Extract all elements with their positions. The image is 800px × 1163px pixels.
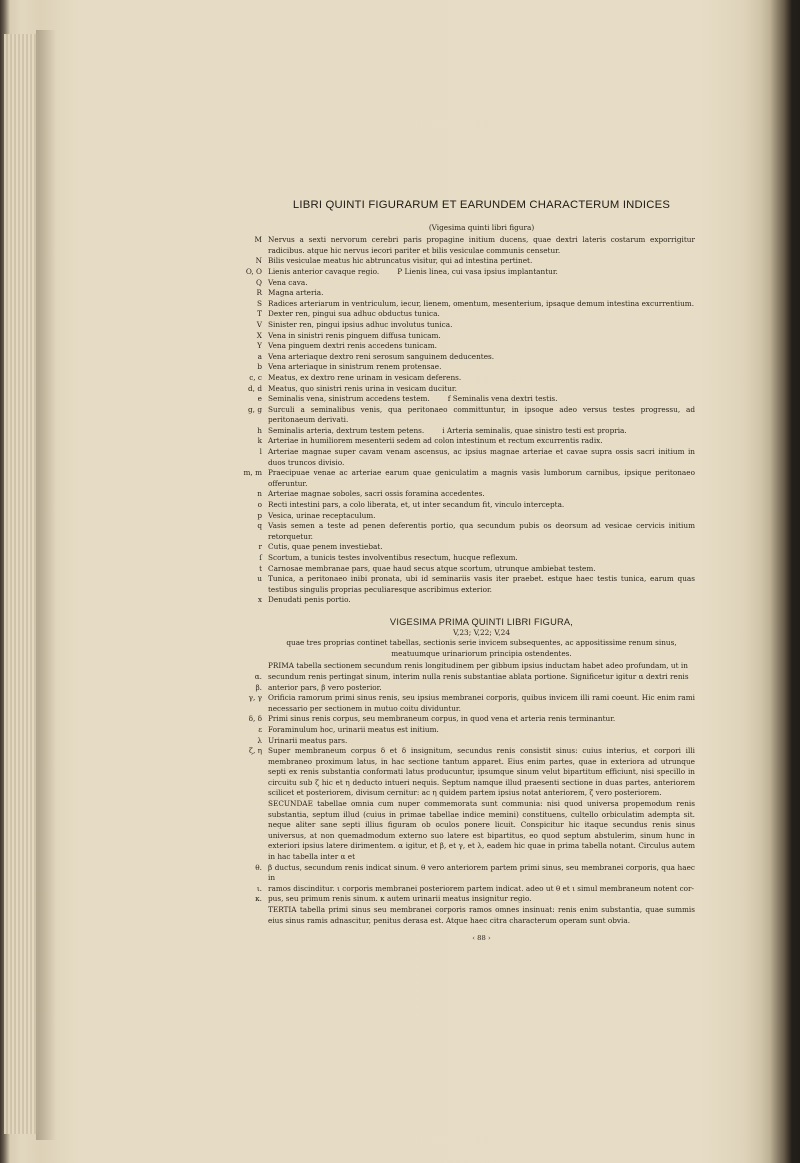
entry-text: Sinister ren, pingui ipsius adhuc involutus tunica. (268, 319, 453, 329)
entry-label: S (257, 298, 262, 308)
gutter-shadow (36, 30, 56, 1140)
index-entry (256, 319, 695, 331)
entry-label: δ, δ (248, 714, 262, 724)
entry-label: λ (257, 735, 262, 745)
entry-label: Y (257, 341, 262, 351)
paragraph (268, 799, 695, 863)
paragraph (256, 883, 695, 895)
entry-text: Vasis semen a teste ad penen deferentis portio, qua secundum pubis os deorsum ad vesicae cervicis initium retorquetur. (268, 521, 695, 541)
paragraph (249, 746, 695, 799)
index-entry (257, 574, 695, 595)
entry-text: Arteriae magnae super cavam venam ascensus, ac ipsius magnae arteriae et cavae supra ossis sacri initium in duos truncos divisio. (268, 447, 695, 467)
index-entry (257, 521, 695, 542)
entry-label: R (256, 288, 262, 298)
entry-text: Denudati penis portio. (268, 595, 351, 605)
entry-text: Meatus, ex dextro rene urinam in vesicam deferens. (268, 372, 462, 382)
index-entry (257, 394, 695, 405)
page-title: LIBRI QUINTI FIGURARUM ET EARUNDEM CHARACTERUM INDICES (292, 199, 671, 211)
entry-label: α. (254, 671, 262, 681)
entry-text: Seminalis arteria, dextrum testem petens. (268, 425, 425, 435)
entry-label: κ. (255, 894, 262, 904)
entry-label: g, g (248, 404, 262, 414)
entry-label: N (255, 256, 262, 266)
entry-label: t (259, 563, 262, 573)
entry-label: u (257, 574, 262, 584)
paragraph (255, 682, 695, 694)
entry-text-secondary: f Seminalis vena dextri testis. (447, 394, 558, 404)
index-entry (257, 351, 695, 363)
entry-label: O, O (245, 266, 262, 276)
entry-label: T (257, 309, 262, 319)
entry-label: k (257, 436, 262, 446)
entry-label: m, m (243, 468, 262, 478)
index-entry (257, 309, 695, 320)
index-entry (257, 595, 695, 606)
entry-label: ζ, η (249, 746, 262, 756)
entry-text: Tunica, a peritonaeo inibi pronata, ubi id seminariis vasis iter praebet. estque haec testis tunica, earum quas testibus singulis proprias peculiaresque ascribimus exterior. (268, 574, 695, 594)
text-block (243, 199, 695, 944)
section-paragraphs (248, 661, 695, 926)
index-entry (259, 447, 695, 468)
entry-text: PRIMA tabella sectionem secundum renis longitudinem per gibbum ipsius inductam habet adeo profundam, ut in (268, 661, 688, 671)
entry-text-secondary: i Arteria seminalis, quae sinistro testi est propria. (442, 425, 627, 435)
index-entry (248, 404, 695, 426)
entry-text-secondary: P Lienis linea, cui vasa ipsius implantantur. (397, 266, 558, 276)
entry-text: Orificia ramorum primi sinus renis, seu ipsius membranei corporis, quibus invicem illi rami coeunt. Hic enim rami necessario per sectionem in mutuo coitu dividuntur. (268, 693, 695, 713)
page-edges (4, 34, 38, 1134)
index-entry (259, 563, 695, 575)
entry-text: Dexter ren, pingui sua adhuc obductus tunica. (268, 309, 440, 319)
entry-text: Surculi a seminalibus venis, qua peritonaeo committuntur, in ipsoque adeo versus testes progressu, ad peritonaeum derivati. (268, 404, 695, 425)
entry-text: Recti intestini pars, a colo liberata, et, ut inter secandum fit, vinculo intercepta. (268, 500, 565, 510)
entry-text: Scortum, a tunicis testes involventibus resectum, hucque reflexum. (268, 553, 518, 562)
entry-text: Lienis anterior cavaque regio. (268, 266, 380, 276)
page-number: ‹ 88 › (472, 934, 491, 943)
entry-text: Radices arteriarum in ventriculum, iecur, lienem, omentum, mesenterium, ipsaque demum intestina excurrentium. (268, 298, 695, 308)
entry-text: β ductus, secundum renis indicat sinum. θ vero anteriorem partem primi sinus, seu membranei corporis, qua haec in (268, 862, 695, 883)
index-entry (257, 500, 695, 511)
index-entry (254, 235, 695, 256)
entry-text: Primi sinus renis corpus, seu membraneum corpus, in quod vena et arteria renis terminantur. (268, 714, 616, 724)
entry-label: Q (256, 277, 262, 287)
index-entry (256, 330, 695, 342)
section-references: V,23; V,22; V,24 (452, 627, 511, 637)
entry-text: Urinarii meatus pars. (268, 735, 348, 745)
entry-label: h (257, 425, 262, 435)
entry-text: Foraminulum hoc, urinarii meatus est initium. (268, 724, 439, 734)
entry-text: Magna arteria. (268, 288, 324, 298)
entry-label: a (257, 351, 262, 361)
figure-subtitle: (Vigesima quinti libri figura) (428, 222, 535, 232)
entry-text: SECUNDAE tabellae omnia cum nuper commemorata sunt communia: nisi quod universa propemodum renis substantia, septum illud (cuius in primae tabellae indice memini) constituens, cultello orbiculatim adempta sit. neque aliter sane septi illius figuram ob oculos ponere licuit. Conspicitur hic itaque secundus renis sinus universus, at non quemadmodum externo suo latere est bipartitus, eo quod septum abstulerim, sinum hunc in exteriori ipsius latere dirimentem. α igitur, et β, et γ, et λ, eadem hic quae in prima tabella notant. Circulus autem in hac tabella inter α et (268, 799, 695, 862)
entry-label: l (259, 447, 262, 457)
entry-label: b (257, 362, 262, 372)
entry-text: Meatus, quo sinistri renis urina in vesicam ducitur. (268, 383, 457, 393)
entry-text: Vesica, urinae receptaculum. (268, 510, 376, 520)
entry-text: Arteriae in humiliorem mesenterii sedem ad colon intestinum et rectum excurrentis radix. (268, 436, 603, 446)
index-entry (257, 489, 695, 500)
paragraph (268, 661, 695, 672)
entry-label: p (257, 510, 262, 520)
paragraph (268, 905, 695, 926)
figure-index-list (243, 235, 695, 606)
entry-text: ramos discinditur. ι corporis membranei posteriorem partem indicat. adeo ut θ et ι simul membraneum notent cor- (268, 883, 695, 893)
entry-text: Carnosae membranae pars, quae haud secus atque scortum, utrunque ambiebat testem. (268, 563, 596, 573)
entry-text: Vena cava. (268, 277, 308, 287)
index-entry (257, 362, 695, 373)
entry-label: ſ (259, 553, 262, 562)
entry-text: Nervus a sexti nervorum cerebri paris propagine initium ducens, quae dextri lateris costarum exporrigitur radicibus. atque hic nervus iecori pariter et bilis vesiculae communis censetur. (268, 235, 695, 255)
paragraph (248, 693, 695, 714)
entry-text: secundum renis pertingat sinum, interim nulla renis substantiae ablata portione. Significetur igitur α dextri renis (268, 671, 689, 681)
entry-label: ι. (256, 883, 262, 893)
paragraph (248, 714, 695, 725)
index-entry (245, 266, 695, 278)
entry-text: Arteriae magnae soboles, sacri ossis foramina accedentes. (268, 489, 485, 499)
paragraph (254, 671, 695, 683)
entry-text: Vena pinguem dextri renis accedens tunicam. (268, 341, 437, 351)
paragraph (255, 862, 695, 884)
entry-text: Seminalis vena, sinistrum accedens testem. (268, 394, 430, 404)
entry-label: V (256, 319, 262, 329)
index-entry (256, 288, 695, 299)
section-intro: quae tres proprias continet tabellas, sectionis serie invicem subsequentes, ac appositissime renum sinus, meatuumque urinariorum principia ostendentes. (286, 638, 677, 658)
entry-label: o (257, 500, 262, 510)
index-entry (258, 542, 695, 553)
index-entry (255, 256, 695, 267)
entry-text: pus, seu primum renis sinum. κ autem urinarii meatus insignitur regio. (268, 894, 532, 904)
entry-label: d, d (248, 383, 262, 393)
entry-label: x (257, 595, 262, 605)
entry-label: n (257, 489, 262, 499)
entry-text: Vena in sinistri renis pinguem diffusa tunicam. (268, 330, 441, 340)
index-entry (243, 468, 695, 489)
entry-label: γ, γ (248, 693, 262, 703)
entry-text: Vena arteriaque in sinistrum renem protensae. (268, 362, 442, 372)
entry-text: Praecipuae venae ac arteriae earum quae geniculatim a magnis vasis lumborum carnibus, ipsique peritonaeo offeruntur. (268, 468, 695, 488)
index-entry (257, 510, 695, 522)
entry-label: β. (255, 682, 262, 692)
entry-label: θ. (255, 862, 262, 872)
entry-text: TERTIA tabella primi sinus seu membranei corporis ramos omnes insinuat: renis enim substantia, quae summis eius sinus ramis adnascitur, penitus derasa est. Atque haec citra characterum operam sunt obvia. (268, 905, 695, 925)
index-entry (257, 425, 695, 437)
entry-label: M (254, 235, 262, 245)
paragraph (257, 735, 695, 747)
entry-label: r (258, 542, 262, 552)
index-entry (257, 341, 695, 352)
entry-text: Bilis vesiculae meatus hic abtruncatus visitur, qui ad intestina pertinet. (268, 256, 533, 266)
entry-text: Super membraneum corpus δ et δ insignitum, secundus renis consistit sinus: cuius interius, et corpori illi membraneo proximum latus, in hac sectione tantum apparet. Eius enim partes, quae in exteriora ad utrunque septi ex renis substantia conformati latus producuntur, ipsumque sinum velut bipartitum efficiunt, nisi specillo in circuitu sub ζ hic et η deducto intueri nequis. Septum namque illud praesenti sectione in duas partes, anteriorem scilicet et posteriorem, divisum cernitur: ac η quidem partem ipsius notat anteriorem, ζ vero posteriorem. (268, 746, 695, 798)
index-entry (256, 277, 695, 289)
entry-text: Vena arteriaque dextro reni serosum sanguinem deducentes. (268, 351, 495, 361)
section-title: VIGESIMA PRIMA QUINTI LIBRI FIGURA, (389, 616, 574, 627)
entry-text: anterior pars, β vero posterior. (268, 682, 382, 692)
index-entry (259, 553, 695, 564)
entry-label: ε (258, 724, 262, 734)
entry-label: c, c (249, 372, 262, 382)
paragraph (255, 894, 695, 905)
index-entry (248, 383, 695, 395)
index-entry (257, 298, 695, 310)
paragraph (258, 724, 695, 736)
facing-page-shadow (760, 0, 800, 1163)
entry-label: e (257, 394, 262, 404)
index-entry (257, 436, 695, 447)
entry-label: q (257, 521, 262, 531)
entry-label: X (256, 330, 262, 340)
index-entry (249, 372, 695, 384)
entry-text: Cutis, quae penem investiebat. (268, 542, 383, 552)
